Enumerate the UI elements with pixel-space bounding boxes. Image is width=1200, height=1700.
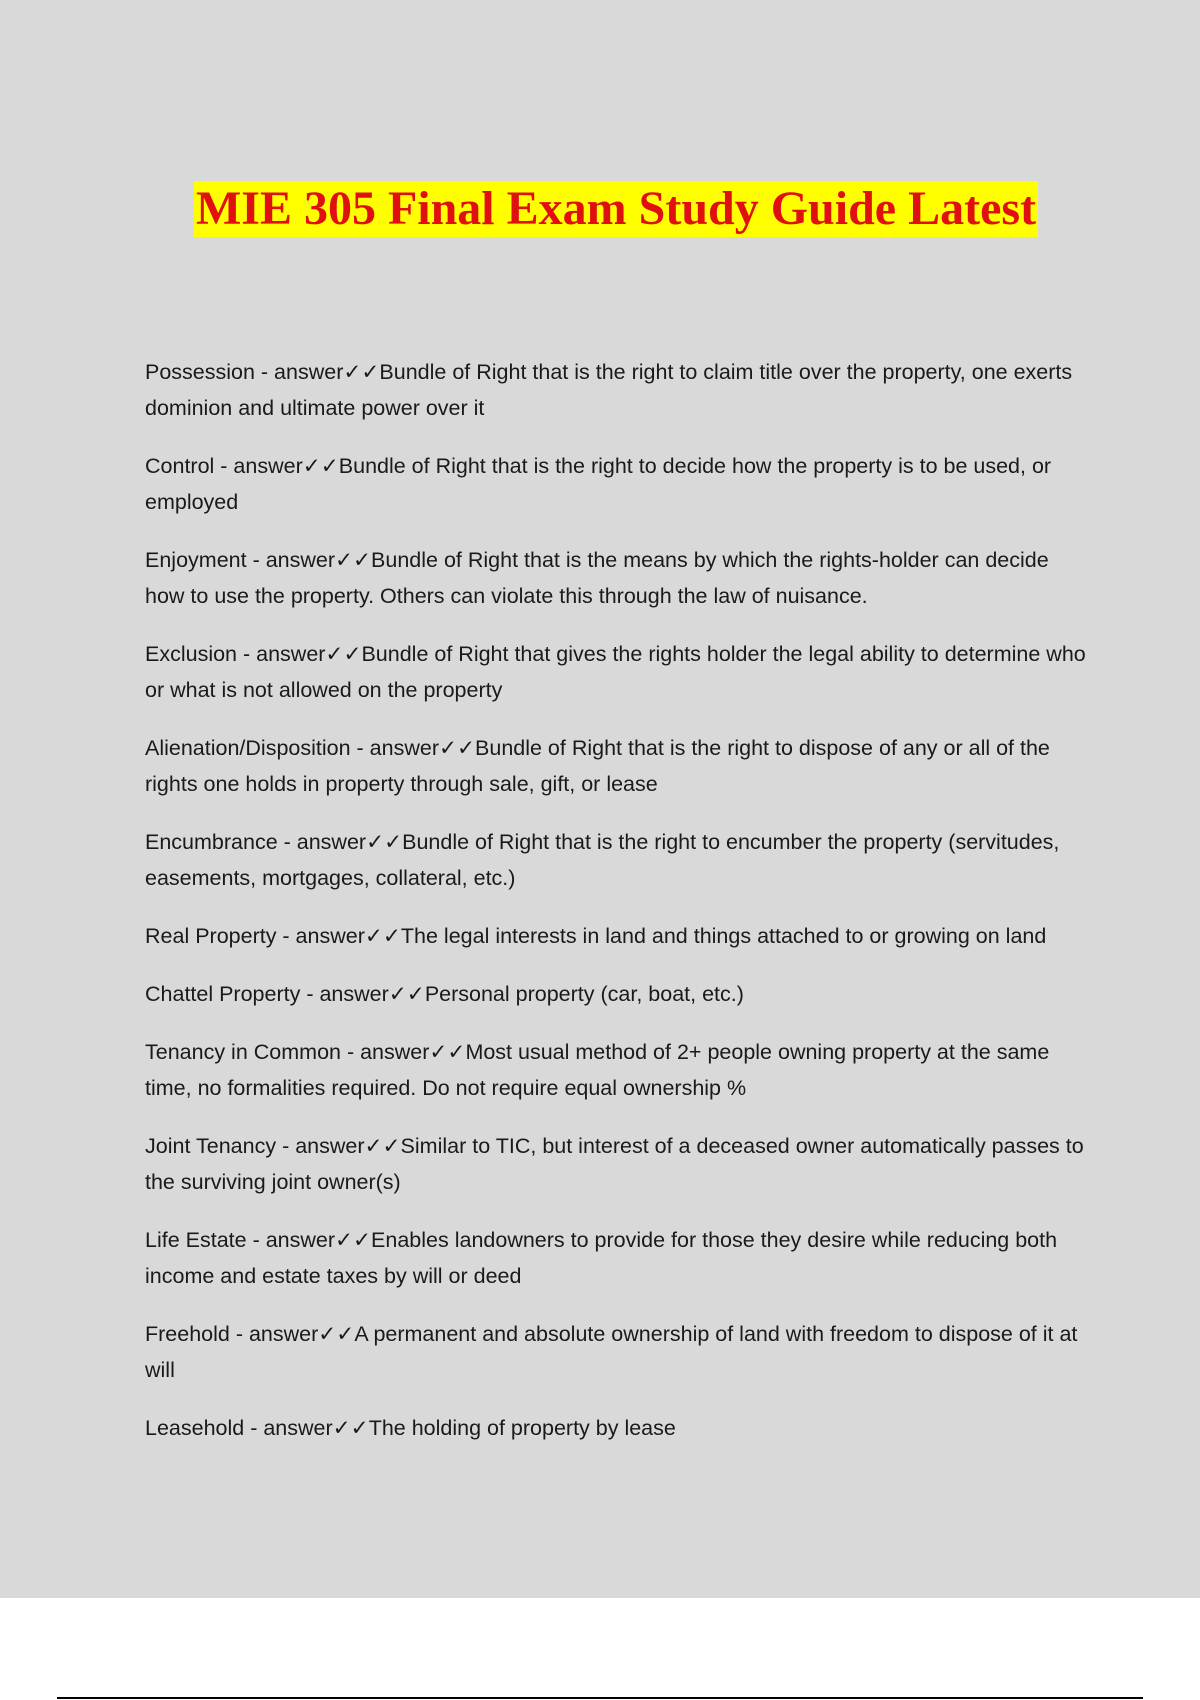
entry-possession	[145, 354, 1090, 426]
entry-encumbrance	[145, 824, 1090, 896]
entry-term: Joint Tenancy	[145, 1134, 277, 1158]
entry-real-property	[145, 918, 1090, 954]
entry-definition: Bundle of Right that gives the rights holder the legal ability to determine who or what is not allowed on the property	[145, 642, 1086, 702]
entry-freehold	[145, 1316, 1090, 1388]
entry-term: Alienation/Disposition	[145, 736, 351, 760]
entry-separator: - answer✓✓	[237, 642, 362, 666]
entry-term: Control	[145, 454, 215, 478]
entry-definition: Personal property (car, boat, etc.)	[424, 982, 744, 1006]
entry-separator: - answer✓✓	[276, 1134, 401, 1158]
entry-enjoyment	[145, 542, 1090, 614]
entry-separator: - answer✓✓	[244, 1416, 369, 1440]
entry-separator: - answer✓✓	[300, 982, 425, 1006]
entry-term: Freehold	[145, 1322, 230, 1346]
entry-separator: - answer✓✓	[246, 1228, 372, 1252]
entry-term: Tenancy in Common	[145, 1040, 341, 1064]
entry-leasehold	[145, 1410, 1090, 1446]
entry-definition: Similar to TIC, but interest of a deceased owner automatically passes to the surviving joint owner(s)	[145, 1134, 1084, 1194]
entry-separator: - answer✓✓	[340, 1040, 466, 1064]
entry-term: Exclusion	[145, 642, 238, 666]
entry-alienation-disposition	[145, 730, 1090, 802]
entry-term: Life Estate	[145, 1228, 247, 1252]
entry-definition: Most usual method of 2+ people owning property at the same time, no formalities required. Do not require equal ownership %	[145, 1040, 1050, 1100]
entry-separator: - answer✓✓	[254, 360, 380, 384]
entry-joint-tenancy	[145, 1128, 1090, 1200]
title-wrapper	[0, 181, 1200, 237]
entry-term: Leasehold	[145, 1416, 245, 1440]
entry-definition: The holding of property by lease	[368, 1416, 676, 1440]
entry-exclusion	[145, 636, 1090, 708]
entry-life-estate	[145, 1222, 1090, 1294]
entry-control	[145, 448, 1090, 520]
entry-term: Possession	[145, 360, 255, 384]
entry-definition: Bundle of Right that is the right to encumber the property (servitudes, easements, mortgages, collateral, etc.)	[145, 830, 1060, 890]
entry-separator: - answer✓✓	[350, 736, 476, 760]
entry-definition: Bundle of Right that is the means by which the rights-holder can decide how to use the property. Others can violate this through the law of nuisance.	[145, 548, 1049, 608]
entry-separator: - answer✓✓	[277, 830, 403, 854]
entry-definition: A permanent and absolute ownership of land with freedom to dispose of it at will	[145, 1322, 1078, 1382]
entry-definition: Bundle of Right that is the right to claim title over the property, one exerts dominion and ultimate power over it	[145, 360, 1073, 420]
entry-definition: Bundle of Right that is the right to decide how the property is to be used, or employed	[145, 454, 1052, 514]
entry-tenancy-in-common	[145, 1034, 1090, 1106]
entry-term: Real Property	[145, 924, 277, 948]
entry-definition: Bundle of Right that is the right to dispose of any or all of the rights one holds in property through sale, gift, or lease	[145, 736, 1050, 796]
entry-separator: - answer✓✓	[246, 548, 372, 572]
entry-definition: Enables landowners to provide for those they desire while reducing both income and estate taxes by will or deed	[145, 1228, 1058, 1288]
entry-term: Enjoyment	[145, 548, 247, 572]
entry-definition: The legal interests in land and things attached to or growing on land	[400, 924, 1047, 948]
entry-list	[145, 354, 1090, 1468]
entry-separator: - answer✓✓	[276, 924, 401, 948]
entry-separator: - answer✓✓	[214, 454, 339, 478]
entry-separator: - answer✓✓	[229, 1322, 355, 1346]
entry-term: Chattel Property	[145, 982, 301, 1006]
entry-chattel-property	[145, 976, 1090, 1012]
document-title: MIE 305 Final Exam Study Guide Latest	[195, 182, 1037, 235]
entry-term: Encumbrance	[145, 830, 278, 854]
footer-divider	[57, 1697, 1143, 1699]
